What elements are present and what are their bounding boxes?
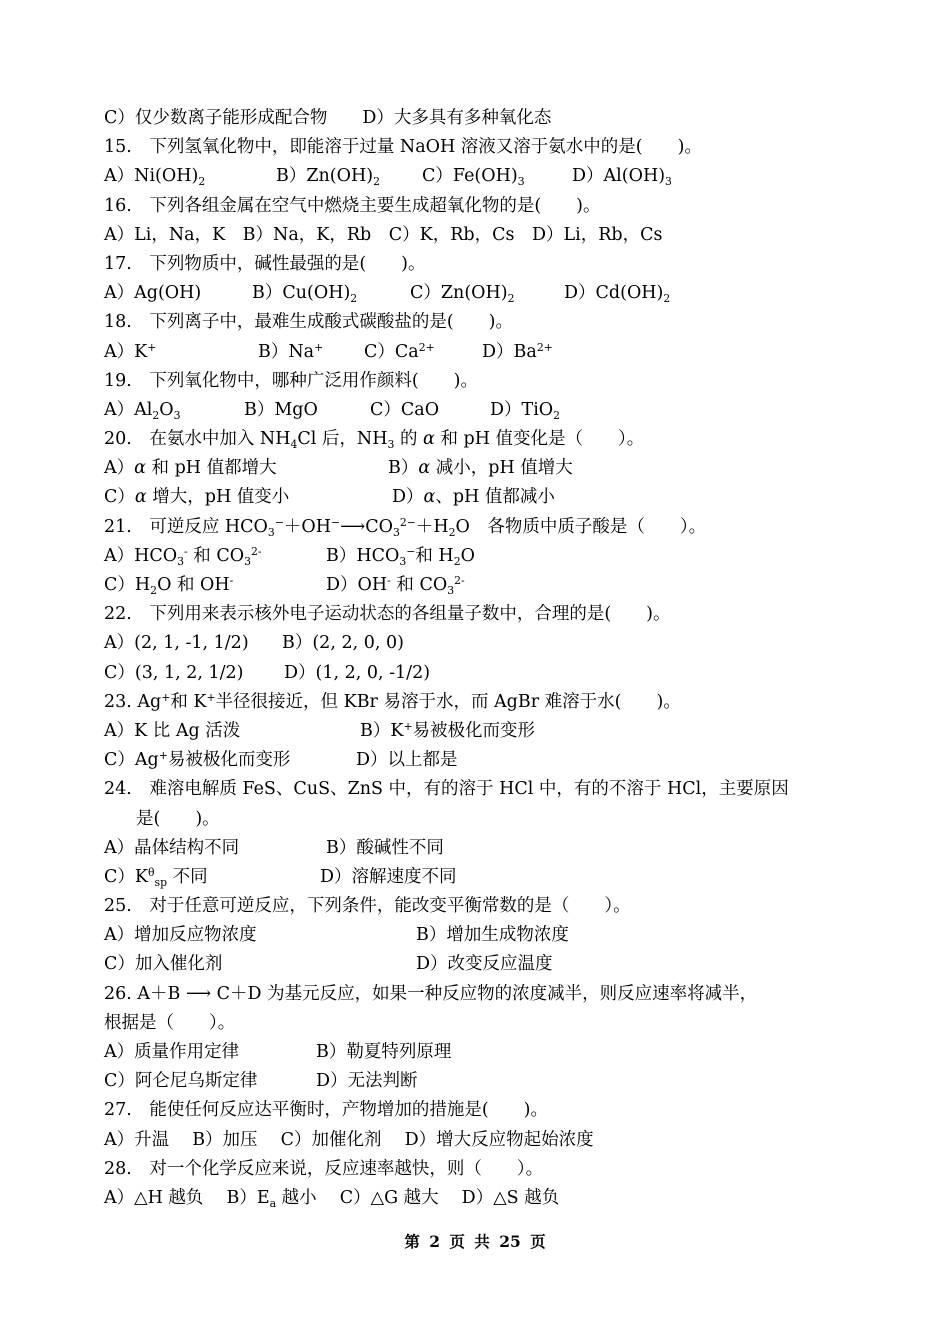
answer-option: $C)Ca^{2+}$ (364, 340, 435, 362)
answer-option: $C)H_2O$ 和 OH- (104, 574, 234, 597)
text-line (104, 367, 864, 396)
answer-option: D）无法判断 (316, 1071, 418, 1092)
line-text: C）仅少数离子能形成配合物 D）大多具有多种氧化态 (104, 108, 552, 128)
answer-option: B）Na+ (258, 340, 324, 362)
answer-option: $B)Cu(OH)_2$ (252, 283, 358, 305)
option-row (104, 950, 864, 979)
line-text: 21. 可逆反应 $HCO_3^-+OH^-⟶CO_3^{2-}+H_2O$ 各物质中质子酸是（ ）。 (104, 515, 707, 539)
line-text: 18. 下列离子中，最难生成酸式碳酸盐的是( )。 (104, 312, 513, 333)
answer-option: D）TiO$_2$ (490, 399, 561, 422)
exam-page-content (104, 104, 864, 1213)
line-text: 23. Ag+和 K+半径很接近，但 KBr 易溶于水，而 AgBr 难溶于水( )。 (104, 690, 681, 712)
option-row (104, 571, 864, 600)
text-line (104, 308, 864, 337)
text-line (104, 980, 864, 1009)
line-text: 27. 能使任何反应达平衡时，产物增加的措施是( )。 (104, 1100, 548, 1121)
line-text: 17. 下列物质中，碱性最强的是( )。 (104, 253, 426, 274)
text-line (104, 805, 864, 834)
answer-option: B）α 减小，pH 值增大 (388, 458, 573, 479)
answer-option: B）增加生成物浓度 (416, 925, 569, 946)
answer-option: B）勒夏特列原理 (316, 1042, 452, 1062)
option-row (104, 483, 864, 512)
answer-option: A）Ag(OH) (104, 283, 202, 304)
line-text: A）升温 B）加压 C）加催化剂 D）增大反应物起始浓度 (104, 1129, 594, 1150)
line-text: 24. 难溶电解质 FeS、CuS、ZnS 中，有的溶于 HCl 中，有的不溶于 HCl，主要原因 (104, 779, 789, 800)
text-line (104, 104, 864, 133)
answer-option: $A)Ni(OH)_2$ (104, 166, 206, 189)
text-line (104, 688, 864, 717)
line-text: 15. 下列氢氧化物中，即能溶于过量 NaOH 溶液又溶于氨水中的是( )。 (104, 137, 702, 158)
option-row (104, 1067, 864, 1096)
text-line (104, 1096, 864, 1125)
line-text: 22. 下列用来表示核外电子运动状态的各组量子数中，合理的是( )。 (104, 604, 671, 625)
answer-option: $D)Al(OH)_3$ (572, 166, 672, 189)
line-text: 25. 对于任意可逆反应，下列条件，能改变平衡常数的是（ ）。 (104, 896, 631, 917)
answer-option: $B)HCO_3^-$和 $H_2O$ (326, 544, 475, 568)
answer-option: A）晶体结构不同 (104, 837, 240, 858)
line-text: 是( )。 (136, 808, 220, 829)
answer-option: B）MgO (244, 399, 318, 420)
answer-option: C）(3, 1, 2, 1/2) (104, 662, 244, 683)
line-text: 28. 对一个化学反应来说，反应速率越快，则（ ）。 (104, 1158, 544, 1179)
answer-option: $B)Zn(OH)_2$ (276, 166, 380, 189)
page-footer: 第 2 页 共 25 页 (404, 1232, 546, 1251)
text-line (104, 133, 864, 162)
answer-option: D）改变反应温度 (416, 954, 553, 975)
answer-option: A）K 比 Ag 活泼 (104, 720, 241, 741)
answer-option: $D)Ba^{2+}$ (482, 340, 553, 362)
line-text: A）△H 越负 $B)E_a$ 越小 C）△G 越大 D）△S 越负 (104, 1187, 560, 1210)
answer-option: $D)Cd(OH)_2$ (564, 283, 671, 305)
option-row (104, 279, 864, 308)
option-row (104, 454, 864, 483)
answer-option: D）(1, 2, 0, -1/2) (284, 662, 431, 683)
answer-option: $C)Fe(OH)_3$ (422, 166, 525, 189)
line-text: 20. 在氨水中加入 $NH_4Cl$ 后，$NH_3$ 的 α 和 pH 值变化是（ ）。 (104, 429, 645, 451)
answer-option: C）加入催化剂 (104, 954, 223, 975)
option-row (104, 717, 864, 746)
answer-option: A）K+ (104, 340, 157, 362)
line-text: 19. 下列氧化物中，哪种广泛用作颜料( )。 (104, 370, 478, 391)
option-row (104, 834, 864, 863)
answer-option: $C)K^\theta_{sp}$ 不同 (104, 865, 208, 889)
text-line (104, 892, 864, 921)
text-line (104, 1126, 864, 1155)
option-row (104, 542, 864, 571)
text-line (104, 775, 864, 804)
text-line (104, 192, 864, 221)
text-line (104, 221, 864, 250)
option-row (104, 629, 864, 658)
option-row (104, 162, 864, 191)
answer-option: A）(2, 1, -1, 1/2) (104, 633, 249, 654)
option-row (104, 863, 864, 892)
answer-option: D）OH- 和 $CO_3^{2-}$ (326, 574, 465, 597)
answer-option: A）增加反应物浓度 (104, 925, 257, 946)
line-text: 26. A＋B ⟶ C＋D 为基元反应，如果一种反应物的浓度减半，则反应速率将减半， (104, 983, 758, 1004)
answer-option: C）α 增大，pH 值变小 (104, 487, 290, 508)
answer-option: B）(2, 2, 0, 0) (282, 633, 404, 654)
answer-option: $C)Zn(OH)_2$ (410, 283, 515, 305)
text-line (104, 1155, 864, 1184)
option-row (104, 1038, 864, 1067)
text-line (104, 600, 864, 629)
option-row (104, 921, 864, 950)
text-line (104, 250, 864, 279)
option-row (104, 338, 864, 367)
option-row (104, 746, 864, 775)
answer-option: B）K+易被极化而变形 (360, 719, 536, 741)
line-text: 根据是（ ）。 (104, 1012, 236, 1033)
line-text: A）Li，Na，K B）Na，K，Rb C）K，Rb，Cs D）Li，Rb，Cs (104, 224, 663, 245)
text-line (104, 513, 864, 542)
text-line (104, 1184, 864, 1213)
answer-option: C）CaO (370, 399, 440, 420)
option-row (104, 396, 864, 425)
option-row (104, 659, 864, 688)
answer-option: B）酸碱性不同 (326, 837, 444, 858)
text-line (104, 425, 864, 454)
answer-option: $A)Al_2O_3$ (104, 399, 181, 422)
line-text: 16. 下列各组金属在空气中燃烧主要生成超氧化物的是( )。 (104, 195, 601, 216)
answer-option: C）Ag+易被极化而变形 (104, 749, 291, 771)
answer-option: A）α 和 pH 值都增大 (104, 458, 277, 479)
answer-option: $A)HCO_3^-$ 和 $CO_3^{2-}$ (104, 544, 262, 568)
answer-option: C）阿仑尼乌斯定律 (104, 1071, 258, 1092)
answer-option: D）α、pH 值都减小 (392, 487, 555, 508)
answer-option: D）溶解速度不同 (320, 866, 457, 887)
answer-option: D）以上都是 (356, 750, 458, 771)
answer-option: A）质量作用定律 (104, 1042, 240, 1062)
text-line (104, 1009, 864, 1038)
